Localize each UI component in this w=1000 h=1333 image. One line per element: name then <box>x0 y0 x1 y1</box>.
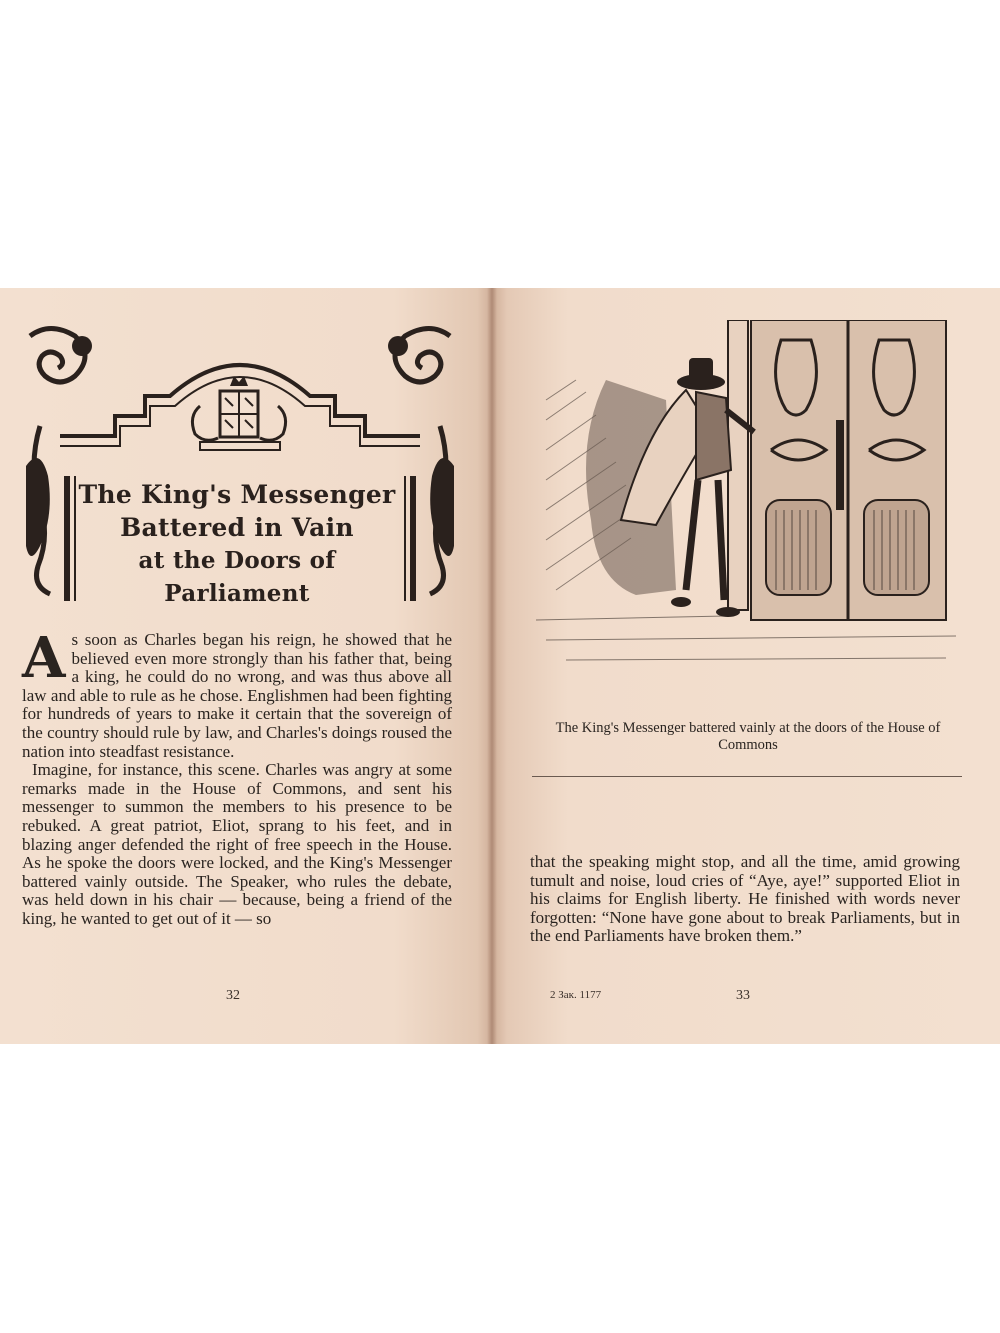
paragraph-1 <box>22 625 452 761</box>
book-gutter <box>487 288 497 1044</box>
paragraph-2: Imagine, for instance, this scene. Charles was angry at some remarks made in the House of Commons, and sent his messenger to summon the members to his presence to be rebuked. A great patriot, Eliot, sprang to his feet, and in blazing anger defended the right of free speech in the House. As he spoke the doors were locked, and the King's Messenger battered vainly outside. The Speaker, who rules the debate, was held down in his chair — because, being a friend of the king, he wanted to get out of it — so <box>22 760 452 928</box>
chapter-title <box>72 478 402 610</box>
book-spread <box>0 288 1000 1044</box>
door-handle-icon <box>836 420 844 510</box>
title-line-3: at the Doors of Parliament <box>138 547 336 607</box>
messenger-at-doors-illustration <box>536 320 964 680</box>
illustration-caption: The King's Messenger battered vainly at the doors of the House of Commons <box>555 720 941 753</box>
right-body-text <box>530 853 960 946</box>
paragraph-1-text: s soon as Charles began his reign, he showed that he believed even more strongly than his father that, being a king, he could do no wrong, and was thus above all law and able to rule as he chose. Englishmen had been fighting for hundreds of years to make it certain that the sovereign of the country should rule by law, and Charles's doings roused the nation into steadfast resistance. <box>22 630 452 761</box>
drop-cap: A <box>22 625 66 691</box>
title-line-1: The King's Messenger <box>78 480 396 509</box>
page-number-right: 33 <box>736 988 750 1003</box>
horizontal-rule <box>532 776 962 777</box>
coat-of-arms-icon <box>192 376 285 450</box>
left-page <box>0 288 492 1044</box>
left-body-text <box>22 625 452 929</box>
printer-mark: 2 Зак. 1177 <box>550 989 602 1001</box>
title-line-2: Battered in Vain <box>120 513 354 542</box>
page-number-left: 32 <box>226 988 240 1003</box>
right-paragraph: that the speaking might stop, and all the time, amid growing tumult and noise, loud cries of “Aye, aye!” supported Eliot in his claims for English liberty. He finished with words never forgotten: “None have gone about to break Parliaments, but in the end Parliaments have broken them.” <box>530 852 960 946</box>
